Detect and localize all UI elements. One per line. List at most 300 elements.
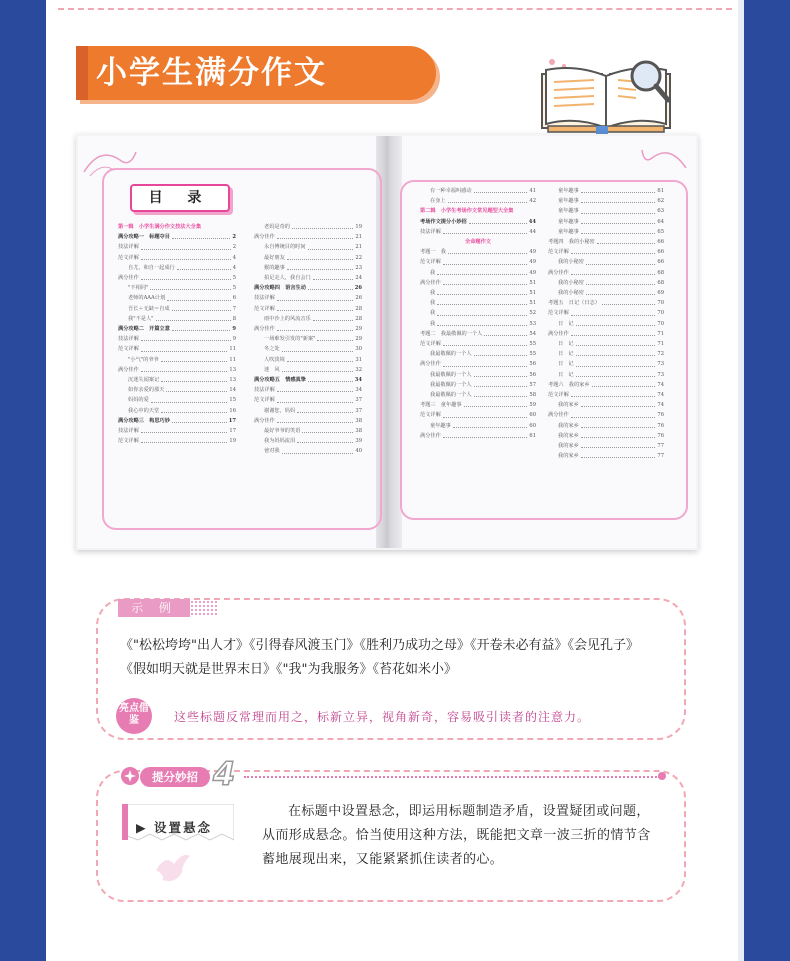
toc-entry-title: 我的家乡 <box>558 443 579 450</box>
toc-leader-dots <box>302 426 353 433</box>
toc-entry-title: 日 记 <box>558 351 574 358</box>
toc-entry <box>420 196 536 206</box>
toc-leader-dots <box>282 344 354 351</box>
toc-entry <box>118 375 236 385</box>
toc-entry-page: 42 <box>529 198 536 205</box>
toc-leader-dots <box>586 288 655 295</box>
toc-entry-page: 38 <box>355 417 362 424</box>
toc-leader-dots <box>277 416 354 423</box>
toc-entry-page: 34 <box>355 387 362 394</box>
toc-entry <box>548 247 664 257</box>
toc-entry <box>420 237 536 247</box>
toc-leader-dots <box>576 359 656 366</box>
toc-entry-title: 范文详解 <box>548 392 569 399</box>
toc-entry-page: 54 <box>529 330 536 337</box>
toc-entry <box>548 339 664 349</box>
toc-entry <box>254 436 362 446</box>
toc-leader-dots <box>581 196 656 203</box>
toc-entry <box>118 344 236 354</box>
toc-entry-page: 4 <box>232 264 236 271</box>
toc-entry-page: 26 <box>354 285 362 292</box>
toc-entry-page: 6 <box>232 295 236 302</box>
toc-leader-dots <box>277 395 354 402</box>
toc-leader-dots <box>161 406 227 413</box>
toc-entry <box>548 278 664 288</box>
toc-entry-page: 37 <box>355 407 362 414</box>
toc-leader-dots <box>581 227 656 234</box>
toc-entry-title: 第一辑 小学生满分作文技法大全集 <box>118 224 202 230</box>
toc-entry-page: 9 <box>232 326 236 333</box>
toc-entry <box>420 410 536 420</box>
toc-entry-page: 71 <box>657 341 664 348</box>
toc-entry-page: 60 <box>529 412 536 419</box>
toc-entry <box>254 222 362 232</box>
toc-leader-dots <box>172 324 230 331</box>
toc-entry-page: 74 <box>657 392 664 399</box>
toc-entry-title: 考题六 我的家乡 <box>548 381 590 388</box>
toc-leader-dots <box>282 365 354 372</box>
toc-leader-dots <box>571 308 656 315</box>
toc-entry-page: 49 <box>529 249 536 256</box>
toc-leader-dots <box>297 406 353 413</box>
toc-leader-dots <box>443 278 528 285</box>
toc-entry-title: 我的家乡 <box>558 402 579 409</box>
toc-entry-title: 我的家乡 <box>558 422 579 429</box>
toc-leader-dots <box>437 288 527 295</box>
tip-dotted-rule <box>244 776 660 778</box>
toc-entry <box>254 426 362 436</box>
toc-entry <box>548 237 664 247</box>
toc-entry-title: 技法详解 <box>118 428 139 435</box>
toc-entry <box>420 278 536 288</box>
toc-leader-dots <box>602 298 656 305</box>
toc-entry <box>548 441 664 451</box>
toc-entry <box>548 431 664 441</box>
toc-entry-title: 第二辑 小学生考场作文常见题型大全集 <box>420 208 514 215</box>
toc-entry-page: 29 <box>355 336 362 343</box>
toc-entry <box>420 329 536 339</box>
toc-leader-dots <box>141 242 231 249</box>
toc-entry <box>118 365 236 375</box>
toc-entry <box>420 257 536 267</box>
toc-entry-page: 21 <box>355 244 362 251</box>
toc-leader-dots <box>308 283 353 290</box>
toc-leader-dots <box>571 268 656 275</box>
toc-entry-page: 49 <box>529 259 536 266</box>
toc-entry <box>420 431 536 441</box>
toc-entry-title: 在身上 <box>430 198 446 205</box>
toc-entry-title: 全命题作文 <box>465 239 491 246</box>
toc-entry-page: 74 <box>657 381 664 388</box>
toc-entry-title: "不相同" <box>128 285 149 292</box>
toc-leader-dots <box>156 314 231 321</box>
toc-entry-title: 童年趣事 <box>558 228 579 235</box>
toc-entry-page: 77 <box>657 443 664 450</box>
toc-entry-title: 满分佳作 <box>118 275 139 282</box>
toc-entry-page: 11 <box>229 346 236 353</box>
toc-entry-page: 11 <box>229 356 236 363</box>
toc-entry-page: 32 <box>355 366 362 373</box>
toc-entry-page: 28 <box>355 315 362 322</box>
toc-entry-title: "小气"的爷爷 <box>128 356 159 363</box>
toc-leader-dots <box>166 385 227 392</box>
toc-entry-title: 老师的AAA计划 <box>128 295 166 302</box>
toc-entry <box>254 304 362 314</box>
toc-entry <box>420 380 536 390</box>
right-blue-border <box>744 0 790 961</box>
toc-entry <box>254 293 362 303</box>
toc-entry-title: 童年趣事 <box>558 208 579 215</box>
toc-entry <box>420 421 536 431</box>
toc-leader-dots <box>586 257 655 264</box>
toc-entry-page: 77 <box>657 453 664 460</box>
toc-entry <box>420 206 536 216</box>
toc-entry-page: 16 <box>229 407 236 414</box>
toc-entry-title: 妈妈的爱 <box>128 397 149 404</box>
tip-number: 4 <box>213 755 236 793</box>
toc-leader-dots <box>292 222 353 229</box>
toc-entry <box>548 370 664 380</box>
toc-entry <box>118 273 236 283</box>
toc-entry <box>254 416 362 426</box>
toc-leader-dots <box>464 400 528 407</box>
toc-entry-title: 自尤，和自一起成行 <box>128 264 175 271</box>
toc-leader-dots <box>443 410 528 417</box>
toc-entry-page: 76 <box>657 422 664 429</box>
toc-entry-title: 技法详解 <box>420 228 441 235</box>
toc-entry-page: 21 <box>355 234 362 241</box>
toc-entry <box>254 395 362 405</box>
toc-leader-dots <box>313 314 354 321</box>
toc-leader-dots <box>592 380 656 387</box>
toc-entry-title: 我的小秘密 <box>558 290 584 297</box>
toc-entry <box>548 400 664 410</box>
toc-entry-page: 19 <box>355 224 362 230</box>
toc-entry-page: 70 <box>657 300 664 307</box>
toc-entry-title: 满分佳作 <box>548 269 569 276</box>
toc-leader-dots <box>581 186 656 193</box>
toc-entry-page: 76 <box>657 432 664 439</box>
toc-entry-page: 52 <box>529 310 536 317</box>
toc-entry <box>254 446 362 456</box>
toc-leader-dots <box>277 232 354 239</box>
toc-entry <box>548 186 664 196</box>
toc-entry-title: 冬之处 <box>264 346 280 353</box>
toc-leader-dots <box>443 431 528 438</box>
toc-entry-title: 雨中沙上的风流音乐 <box>264 315 311 322</box>
toc-entry <box>118 242 236 252</box>
toc-leader-dots <box>581 400 656 407</box>
toc-entry-title: 童年趣事 <box>558 198 579 205</box>
toc-entry <box>254 406 362 416</box>
toc-entry <box>254 263 362 273</box>
toc-entry <box>118 395 236 405</box>
toc-entry-page: 69 <box>657 290 664 297</box>
toc-entry-title: 猴的趣事 <box>264 264 285 271</box>
toc-entry-page: 55 <box>529 351 536 358</box>
toc-leader-dots <box>141 253 231 260</box>
toc-entry <box>118 222 236 232</box>
toc-entry-page: 51 <box>529 290 536 297</box>
toc-entry-title: 范文详解 <box>118 254 139 261</box>
toc-leader-dots <box>141 426 228 433</box>
toc-leader-dots <box>167 293 231 300</box>
toc-entry-title: 我 <box>430 310 436 317</box>
toc-entry-page: 61 <box>529 432 536 439</box>
toc-entry-page: 13 <box>229 377 236 384</box>
toc-entry-page: 68 <box>657 279 664 286</box>
toc-entry-page: 28 <box>355 305 362 312</box>
toc-entry-page: 24 <box>355 275 362 282</box>
highlight-note: 这些标题反常理而用之，标新立异，视角新奇，容易吸引读者的注意力。 <box>174 710 591 724</box>
toc-entry <box>548 196 664 206</box>
toc-column-3 <box>420 186 536 441</box>
toc-leader-dots <box>597 237 656 244</box>
toc-entry-title: 爸对我 <box>264 448 280 455</box>
toc-leader-dots <box>282 446 354 453</box>
toc-entry <box>420 349 536 359</box>
toc-leader-dots <box>161 355 228 362</box>
swirl-ornament-icon <box>80 142 140 182</box>
toc-entry <box>254 385 362 395</box>
toc-entry-page: 61 <box>657 188 664 194</box>
toc-entry-title: 我为妈妈流泪 <box>264 438 296 445</box>
toc-entry-title: 我的家乡 <box>558 453 579 460</box>
toc-entry-title: 有一种幸福叫感动 <box>430 188 472 194</box>
toc-entry-page: 70 <box>657 320 664 327</box>
toc-leader-dots <box>277 304 354 311</box>
toc-entry-title: 满分佳作 <box>254 417 275 424</box>
toc-entry-title: 技法详解 <box>118 244 139 251</box>
toc-entry-page: 17 <box>229 428 236 435</box>
toc-leader-dots <box>277 385 354 392</box>
toc-entry-page: 9 <box>232 336 236 343</box>
toc-leader-dots <box>141 273 231 280</box>
toc-entry-title: 范文详解 <box>254 397 275 404</box>
toc-entry <box>118 426 236 436</box>
toc-entry-page: 14 <box>229 387 236 394</box>
toc-leader-dots <box>571 390 656 397</box>
toc-leader-dots <box>141 334 231 341</box>
toc-leader-dots <box>141 344 228 351</box>
toc-entry <box>420 288 536 298</box>
toc-leader-dots <box>443 359 528 366</box>
toc-leader-dots <box>581 421 656 428</box>
toc-entry <box>118 406 236 416</box>
toc-entry-page: 49 <box>529 269 536 276</box>
toc-column-4 <box>548 186 664 461</box>
toc-entry-page: 19 <box>229 438 236 445</box>
toc-entry-page: 26 <box>355 295 362 302</box>
toc-entry <box>254 314 362 324</box>
toc-entry-page: 29 <box>355 326 362 333</box>
toc-entry <box>118 293 236 303</box>
toc-entry-title: 老妈是奇的 <box>264 224 290 230</box>
toc-entry <box>118 436 236 446</box>
toc-entry-title: 我心中的天堂 <box>128 407 160 414</box>
toc-entry <box>254 334 362 344</box>
toc-entry-title: 日 记 <box>558 320 574 327</box>
toc-leader-dots <box>141 365 228 372</box>
toc-entry <box>548 257 664 267</box>
toc-entry-page: 66 <box>657 239 664 246</box>
toc-entry-page: 40 <box>355 448 362 455</box>
toc-entry <box>254 232 362 242</box>
toc-entry-page: 63 <box>657 208 664 215</box>
toc-entry-page: 73 <box>657 371 664 378</box>
toc-entry-title: 拍足走人，我自会门 <box>264 275 311 282</box>
toc-entry-page: 70 <box>657 310 664 317</box>
toc-entry-title: 满分攻略一 标题夺目 <box>118 234 170 241</box>
toc-entry-title: 满分佳作 <box>420 361 441 368</box>
toc-leader-dots <box>571 410 656 417</box>
toc-entry-title: 范文详解 <box>420 259 441 266</box>
toc-entry-page: 15 <box>229 397 236 404</box>
toc-leader-dots <box>576 349 656 356</box>
toc-entry-title: 满分攻略三 构思巧妙 <box>118 417 170 424</box>
toc-entry-title: 日 记 <box>558 341 574 348</box>
dove-icon <box>152 850 192 886</box>
toc-entry <box>548 410 664 420</box>
toc-leader-dots <box>172 416 227 423</box>
toc-entry-title: 范文详解 <box>118 438 139 445</box>
toc-entry-page: 71 <box>657 330 664 337</box>
toc-entry-page: 7 <box>232 305 236 312</box>
toc-leader-dots <box>443 339 528 346</box>
toc-entry-page: 41 <box>529 188 536 194</box>
toc-entry-title: 范文详解 <box>254 305 275 312</box>
toc-entry-title: 满分攻略五 情感真挚 <box>254 377 306 384</box>
toc-leader-dots <box>581 441 656 448</box>
toc-entry-page: 65 <box>657 228 664 235</box>
toc-entry <box>548 227 664 237</box>
toc-leader-dots <box>308 242 354 249</box>
example-titles-line-1: 《"松松垮垮"出人才》《引得春风渡玉门》《胜利乃成功之母》《开卷未必有益》《会见孔子》 <box>120 638 639 653</box>
toc-leader-dots <box>172 232 230 239</box>
toc-entry <box>118 385 236 395</box>
toc-entry-title: 考题四 我的小秘密 <box>548 239 595 246</box>
toc-entry-page: 59 <box>529 402 536 409</box>
toc-entry <box>548 380 664 390</box>
toc-leader-dots <box>448 196 528 203</box>
toc-entry-page: 23 <box>355 264 362 271</box>
toc-entry <box>420 370 536 380</box>
toc-leader-dots <box>437 308 527 315</box>
toc-entry-title: 日 记 <box>558 371 574 378</box>
open-book-magnifier-icon <box>536 56 676 136</box>
toc-leader-dots <box>287 253 354 260</box>
toc-entry-title: 如你亲爱的那天 <box>128 387 165 394</box>
toc-leader-dots <box>576 319 656 326</box>
title-banner-edge <box>76 46 88 100</box>
toc-entry <box>548 329 664 339</box>
toc-entry <box>254 273 362 283</box>
toc-entry <box>548 451 664 461</box>
toc-entry <box>548 268 664 278</box>
toc-entry-title: 技法详解 <box>118 336 139 343</box>
toc-entry-page: 22 <box>355 254 362 261</box>
toc-leader-dots <box>141 436 228 443</box>
toc-entry-page: 38 <box>355 428 362 435</box>
toc-entry-title: 我 <box>430 300 436 307</box>
toc-entry-title: 满分佳作 <box>548 412 569 419</box>
toc-entry-title: 考题一 我 <box>420 249 446 256</box>
toc-entry <box>254 365 362 375</box>
toc-entry-title: 我"不是人" <box>128 315 154 322</box>
toc-entry-page: 73 <box>657 361 664 368</box>
toc-entry-page: 60 <box>529 422 536 429</box>
toc-leader-dots <box>177 263 231 270</box>
toc-entry <box>118 314 236 324</box>
toc-leader-dots <box>474 349 528 356</box>
toc-entry-title: 日 记 <box>558 361 574 368</box>
left-blue-border <box>0 0 46 961</box>
example-dots <box>190 600 218 616</box>
toc-entry <box>118 232 236 242</box>
toc-entry-title: 满分佳作 <box>420 432 441 439</box>
toc-leader-dots <box>474 390 528 397</box>
toc-leader-dots <box>277 293 354 300</box>
toc-leader-dots <box>474 370 528 377</box>
toc-entry-title: 满分佳作 <box>118 366 139 373</box>
toc-entry-title: 最好爷爷的笑语 <box>264 428 301 435</box>
toc-entry-title: 童年趣事 <box>430 422 451 429</box>
toc-leader-dots <box>469 217 527 224</box>
toc-entry-page: 44 <box>529 228 536 235</box>
tip-rule-end-dot <box>658 772 666 780</box>
toc-leader-dots <box>474 380 528 387</box>
toc-entry <box>420 268 536 278</box>
toc-entry-page: 44 <box>528 218 536 225</box>
toc-entry-title: 满分佳作 <box>254 326 275 333</box>
toc-leader-dots <box>172 304 231 311</box>
toc-entry <box>548 308 664 318</box>
toc-entry-page: 56 <box>529 361 536 368</box>
example-titles-line-2: 《假如明天就是世界末日》《"我"为我服务》《苔花如米小》 <box>120 662 457 677</box>
toc-entry-title: 考题二 我最敬佩的一个人 <box>420 330 483 337</box>
toc-entry-page: 39 <box>355 438 362 445</box>
toc-entry <box>254 375 362 385</box>
toc-entry-page: 56 <box>529 371 536 378</box>
toc-entry <box>420 186 536 196</box>
toc-leader-dots <box>297 436 353 443</box>
toc-leader-dots <box>571 329 656 336</box>
toc-entry-title: 技法详解 <box>254 295 275 302</box>
toc-entry-title: 最好朋友 <box>264 254 285 261</box>
toc-entry <box>548 349 664 359</box>
toc-entry-title: 迷 风 <box>264 366 280 373</box>
toc-entry-title: 我的小秘密 <box>558 259 584 266</box>
toc-entry <box>254 324 362 334</box>
toc-entry-title: 考场作文提分小妙招 <box>420 218 467 225</box>
toc-entry-title: 我最敬佩的一个人 <box>430 392 472 399</box>
toc-entry <box>420 319 536 329</box>
toc-column-1 <box>118 222 236 446</box>
toc-entry-title: 一场难发引发的"新案" <box>264 336 316 343</box>
toc-entry-page: 37 <box>355 397 362 404</box>
toc-leader-dots <box>287 263 354 270</box>
toc-entry-page: 66 <box>657 249 664 256</box>
toc-entry <box>254 253 362 263</box>
toc-leader-dots <box>581 206 656 213</box>
toc-entry <box>548 421 664 431</box>
toc-entry-title: 童年趣事 <box>558 218 579 225</box>
toc-leader-dots <box>443 227 528 234</box>
toc-leader-dots <box>313 273 354 280</box>
toc-entry <box>254 355 362 365</box>
toc-entry-title: 满分攻略二 开篇立意 <box>118 326 170 333</box>
toc-leader-dots <box>437 268 527 275</box>
